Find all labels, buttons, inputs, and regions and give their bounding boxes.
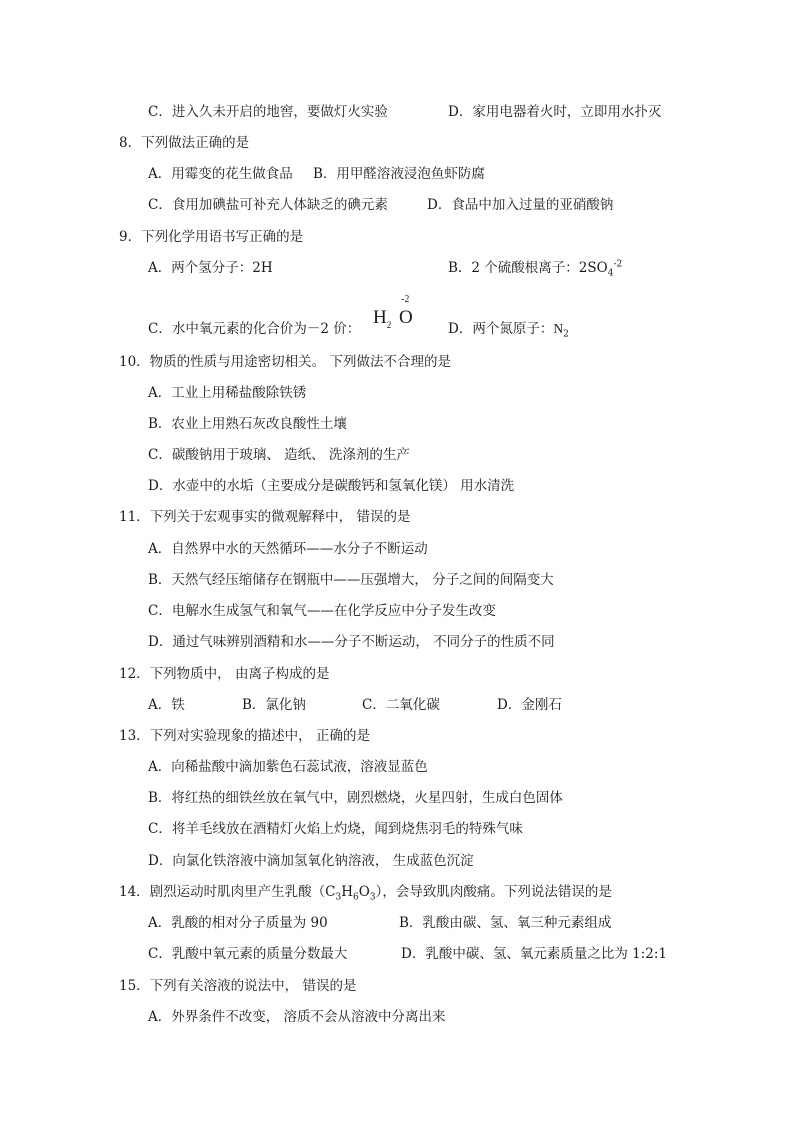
q11-option-b: B．天然气经压缩储存在钢瓶中——压强增大， 分子之间的间隔变大 bbox=[148, 572, 554, 588]
q9-option-b-superscript: -2 bbox=[613, 259, 623, 270]
q9-option-b bbox=[448, 259, 622, 277]
q9-option-d-text: D．两个氮原子： bbox=[448, 321, 554, 337]
q11-stem: 11．下列关于宏观事实的微观解释中， 错误的是 bbox=[119, 509, 411, 525]
q14-option-b: B．乳酸由碳、氢、氧三种元素组成 bbox=[399, 915, 612, 931]
q11-option-c: C．电解水生成氢气和氧气——在化学反应中分子发生改变 bbox=[148, 603, 496, 619]
formula-oxygen: O bbox=[399, 307, 413, 328]
q12-option-d: D．金刚石 bbox=[497, 697, 562, 713]
q14-option-d: D．乳酸中碳、氢、氧元素质量之比为 1:2:1 bbox=[401, 946, 667, 962]
q13-option-c: C．将羊毛线放在酒精灯火焰上灼烧，闻到烧焦羽毛的特殊气味 bbox=[148, 821, 523, 837]
q9-option-b-subscript: 4 bbox=[607, 268, 614, 279]
q13-option-b: B．将红热的细铁丝放在氧气中，剧烈燃烧，火星四射，生成白色固体 bbox=[148, 790, 563, 806]
q13-option-d: D．向氯化铁溶液中滴加氢氧化钠溶液， 生成蓝色沉淀 bbox=[148, 853, 474, 869]
q11-option-d: D．通过气味辨别酒精和水——分子不断运动， 不同分子的性质不同 bbox=[148, 634, 555, 650]
q9-option-c: C．水中氧元素的化合价为－2 价： bbox=[148, 321, 361, 337]
q8-option-a: A．用霉变的花生做食品 bbox=[148, 166, 293, 182]
q13-option-a: A．向稀盐酸中滴加紫色石蕊试液，溶液显蓝色 bbox=[148, 759, 428, 775]
lactic-acid-h-count: 6 bbox=[353, 892, 359, 903]
q13-stem: 13．下列对实验现象的描述中， 正确的是 bbox=[119, 728, 370, 744]
q10-stem: 10．物质的性质与用途密切相关。 下列做法不合理的是 bbox=[119, 354, 451, 370]
q7-option-c: C．进入久未开启的地窖，要做灯火实验 bbox=[148, 104, 388, 120]
lactic-acid-o-count: 3 bbox=[369, 892, 376, 903]
q8-option-b: B．用甲醛溶液浸泡鱼虾防腐 bbox=[313, 166, 485, 182]
q9-stem: 9．下列化学用语书写正确的是 bbox=[119, 229, 304, 245]
q9-option-d-formula: N bbox=[553, 321, 564, 336]
q14-option-c: C．乳酸中氧元素的质量分数最大 bbox=[148, 946, 348, 962]
lactic-acid-c-count: 3 bbox=[335, 892, 342, 903]
formula-hydrogen: $H_2$ bbox=[373, 307, 392, 330]
formula-hydrogen-count: 2 bbox=[386, 319, 392, 330]
q7-option-d: D．家用电器着火时，立即用水扑灭 bbox=[448, 104, 662, 120]
q9-option-a: A．两个氢分子：2H bbox=[148, 260, 273, 276]
q15-option-a: A．外界条件不改变， 溶质不会从溶液中分离出来 bbox=[148, 1009, 446, 1025]
q12-stem: 12．下列物质中， 由离子构成的是 bbox=[119, 666, 330, 682]
q9-option-d-subscript: 2 bbox=[563, 329, 569, 340]
q8-option-d: D．食品中加入过量的亚硝酸钠 bbox=[427, 197, 614, 213]
q10-option-d: D．水壶中的水垢（主要成分是碳酸钙和氢氧化镁） 用水清洗 bbox=[148, 478, 515, 494]
q8-stem: 8．下列做法正确的是 bbox=[119, 135, 250, 151]
q11-option-a: A．自然界中水的天然循环——水分子不断运动 bbox=[148, 541, 428, 557]
q10-option-b: B．农业上用熟石灰改良酸性土壤 bbox=[148, 416, 347, 432]
q10-option-c: C．碳酸钠用于玻璃、 造纸、 洗涤剂的生产 bbox=[148, 447, 410, 463]
q10-option-a: A．工业上用稀盐酸除铁锈 bbox=[148, 385, 307, 401]
q8-option-c: C．食用加碘盐可补充人体缺乏的碘元素 bbox=[148, 197, 388, 213]
q12-option-b: B．氯化钠 bbox=[242, 697, 306, 713]
q12-option-a: A．铁 bbox=[148, 697, 185, 713]
water-valence-formula bbox=[373, 294, 419, 338]
q14-stem: 14．剧烈运动时肌肉里产生乳酸$(C_3H_6O_3)$，会导致肌肉酸痛。下列说法错误的是 bbox=[119, 884, 612, 903]
formula-valence: -2 bbox=[401, 294, 410, 305]
q15-stem: 15．下列有关溶液的说法中， 错误的是 bbox=[119, 978, 357, 994]
q14-option-a: A．乳酸的相对分子质量为 90 bbox=[148, 915, 328, 931]
q9-option-d bbox=[448, 320, 569, 338]
q9-option-b-text: B．2 个硫酸根离子：2SO bbox=[448, 260, 608, 276]
q12-option-c: C．二氧化碳 bbox=[362, 697, 440, 713]
